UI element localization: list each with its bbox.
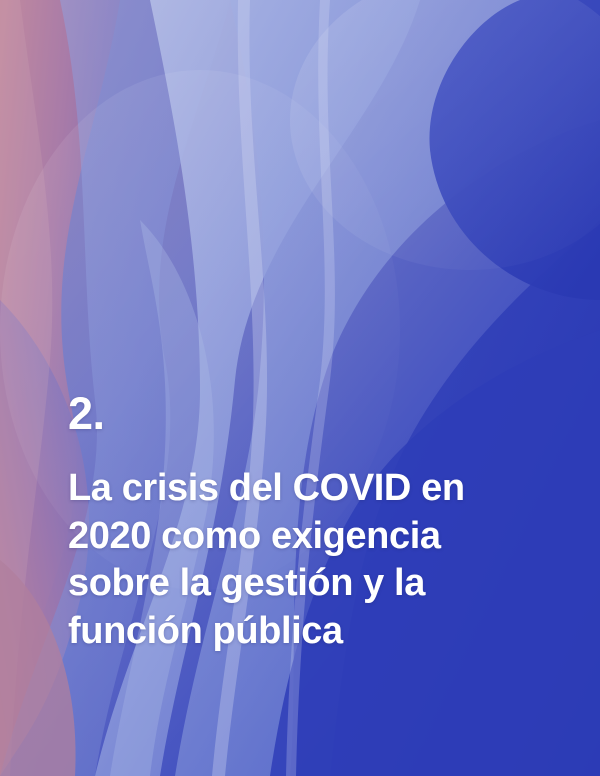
section-number: 2. bbox=[68, 388, 105, 439]
page-title: La crisis del COVID en 2020 como exigencia sobre la gestión y la función pública bbox=[68, 467, 465, 652]
slide-content bbox=[68, 390, 548, 655]
